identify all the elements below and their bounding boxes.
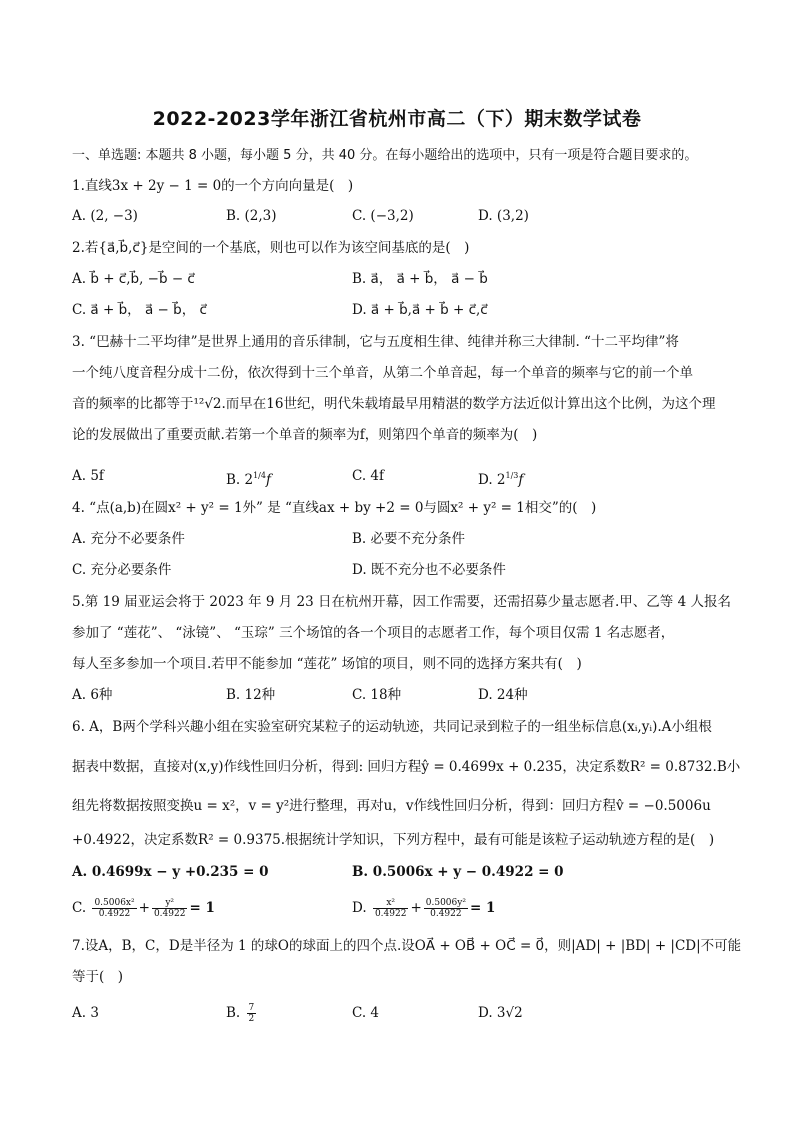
q3-option-d: D. $2^{1/3}f$	[478, 471, 524, 488]
q6-option-a: A. 0.4699x − y +0.235 = 0	[72, 864, 269, 880]
q6-c-fraction-1: $\frac{\text{0.5006x²}}{0.4922}$	[94, 898, 135, 919]
q1-option-c: C. (−3,2)	[352, 208, 414, 224]
question-5-line-3: 每人至多参加一个项目.若甲不能参加 “莲花” 场馆的项目，则不同的选择方案共有( )	[72, 656, 582, 672]
question-3-line-2: 一个纯八度音程分成十二份，依次得到十三个单音，从第二个单音起，每一个单音的频率与它的前一个单	[72, 365, 693, 381]
q7-b-fraction: $\frac{7}{2}$	[248, 1003, 255, 1024]
question-5-line-2: 参加了 “莲花”、 “泳镜”、 “玉琮” 三个场馆的各一个项目的志愿者工作，每个项目仅需 1 名志愿者，	[72, 625, 675, 641]
question-3-line-3: 音的频率的比都等于¹²√2.而早在16世纪，明代朱载堉最早用精湛的数学方法近似计算出这个比例，为这个理	[72, 396, 716, 412]
q5-option-a: A. 6种	[72, 687, 113, 703]
section-heading: 一、单选题: 本题共 8 小题，每小题 5 分，共 40 分。在每小题给出的选项中，只有一项是符合题目要求的。	[72, 148, 698, 163]
q5-option-d: D. 24种	[478, 687, 528, 703]
q6-option-b: B. 0.5006x + y − 0.4922 = 0	[352, 864, 564, 880]
question-6-line-1: 6. A，B两个学科兴趣小组在实验室研究某粒子的运动轨迹，共同记录到粒子的一组坐标信息(xᵢ,yᵢ).A小组根	[72, 719, 712, 735]
question-1-stem: 1.直线3x + 2y − 1 = 0的一个方向向量是( )	[72, 178, 354, 194]
question-6-line-4: +0.4922，决定系数R² = 0.9375.根据统计学知识，下列方程中，最有可能是该粒子运动轨迹方程的是( )	[72, 832, 715, 848]
q4-option-d: D. 既不充分也不必要条件	[352, 562, 506, 578]
question-3-line-1: 3. “巴赫十二平均律”是世界上通用的音乐律制，它与五度相生律、纯律并称三大律制. “十二平均律”将	[72, 334, 679, 350]
q2-option-a: A. b⃗ + c⃗,b⃗, −b⃗ − c⃗	[72, 271, 195, 287]
question-5-line-1: 5.第 19 届亚运会将于 2023 年 9 月 23 日在杭州开幕，因工作需要，还需招募少量志愿者.甲、乙等 4 人报名	[72, 594, 731, 610]
q4-option-b: B. 必要不充分条件	[352, 531, 466, 547]
exam-title: 2022-2023学年浙江省杭州市高二（下）期末数学试卷	[152, 108, 642, 130]
q6-c-fraction-2: $\frac{\text{y²}}{0.4922}$	[153, 898, 186, 919]
q7-option-a: A. 3	[72, 1005, 99, 1021]
question-7-line-1: 7.设A，B，C，D是半径为 1 的球O的球面上的四个点.设OA⃗ + OB⃗ + OC⃗ = 0⃗，则|AD| + |BD| + |CD|不可能	[72, 938, 742, 954]
q2-option-d: D. a⃗ + b⃗,a⃗ + b⃗ + c⃗,c⃗	[352, 302, 488, 318]
q3-option-a: A. 5f	[72, 468, 104, 484]
q6-option-c: C. $\frac{\text{0.5006x²}}{0.4922}$ + $\frac{\text{y²}}{0.4922}$ = 1	[72, 898, 215, 919]
q5-option-b: B. 12种	[226, 687, 276, 703]
q7-option-b: B. $\frac{7}{2}$	[226, 1003, 255, 1024]
q6-d-fraction-1: $\frac{\text{x²}}{0.4922}$	[374, 898, 407, 919]
q7-option-c: C. 4	[352, 1005, 380, 1021]
question-2-stem: 2.若{a⃗,b⃗,c⃗}是空间的一个基底，则也可以作为该空间基底的是( )	[72, 240, 470, 256]
question-6-line-3: 组先将数据按照变换u = x²，v = y²进行整理，再对u，v作线性回归分析，得到：回归方程v̂ = −0.5006u	[72, 798, 711, 814]
q4-option-a: A. 充分不必要条件	[72, 531, 185, 547]
q1-option-a: A. (2, −3)	[72, 208, 138, 224]
q6-d-fraction-2: $\frac{\text{0.5006y²}}{0.4922}$	[425, 898, 466, 919]
q6-option-d: D. $\frac{\text{x²}}{0.4922}$ + $\frac{\text{0.5006y²}}{0.4922}$ = 1	[352, 898, 496, 919]
q3-option-c: C. 4f	[352, 468, 385, 484]
question-6-line-2: 据表中数据，直接对(x,y)作线性回归分析，得到: 回归方程ŷ = 0.4699x + 0.235，决定系数R² = 0.8732.B小	[72, 759, 741, 775]
q1-option-b: B. (2,3)	[226, 208, 277, 224]
question-4-stem: 4. “点(a,b)在圆x² + y² = 1外” 是 “直线ax + by +2 = 0与圆x² + y² = 1相交”的( )	[72, 500, 597, 516]
q1-option-d: D. (3,2)	[478, 208, 529, 224]
q3-option-b: B. $2^{1/4}f$	[226, 471, 271, 488]
question-3-line-4: 论的发展做出了重要贡献.若第一个单音的频率为f，则第四个单音的频率为( )	[72, 427, 538, 443]
q7-option-d: D. 3√2	[478, 1005, 523, 1021]
q2-option-b: B. a⃗， a⃗ + b⃗， a⃗ − b⃗	[352, 271, 488, 287]
q4-option-c: C. 充分必要条件	[72, 562, 172, 578]
question-7-line-2: 等于( )	[72, 969, 124, 985]
q5-option-c: C. 18种	[352, 687, 402, 703]
q2-option-c: C. a⃗ + b⃗， a⃗ − b⃗， c⃗	[72, 302, 207, 318]
